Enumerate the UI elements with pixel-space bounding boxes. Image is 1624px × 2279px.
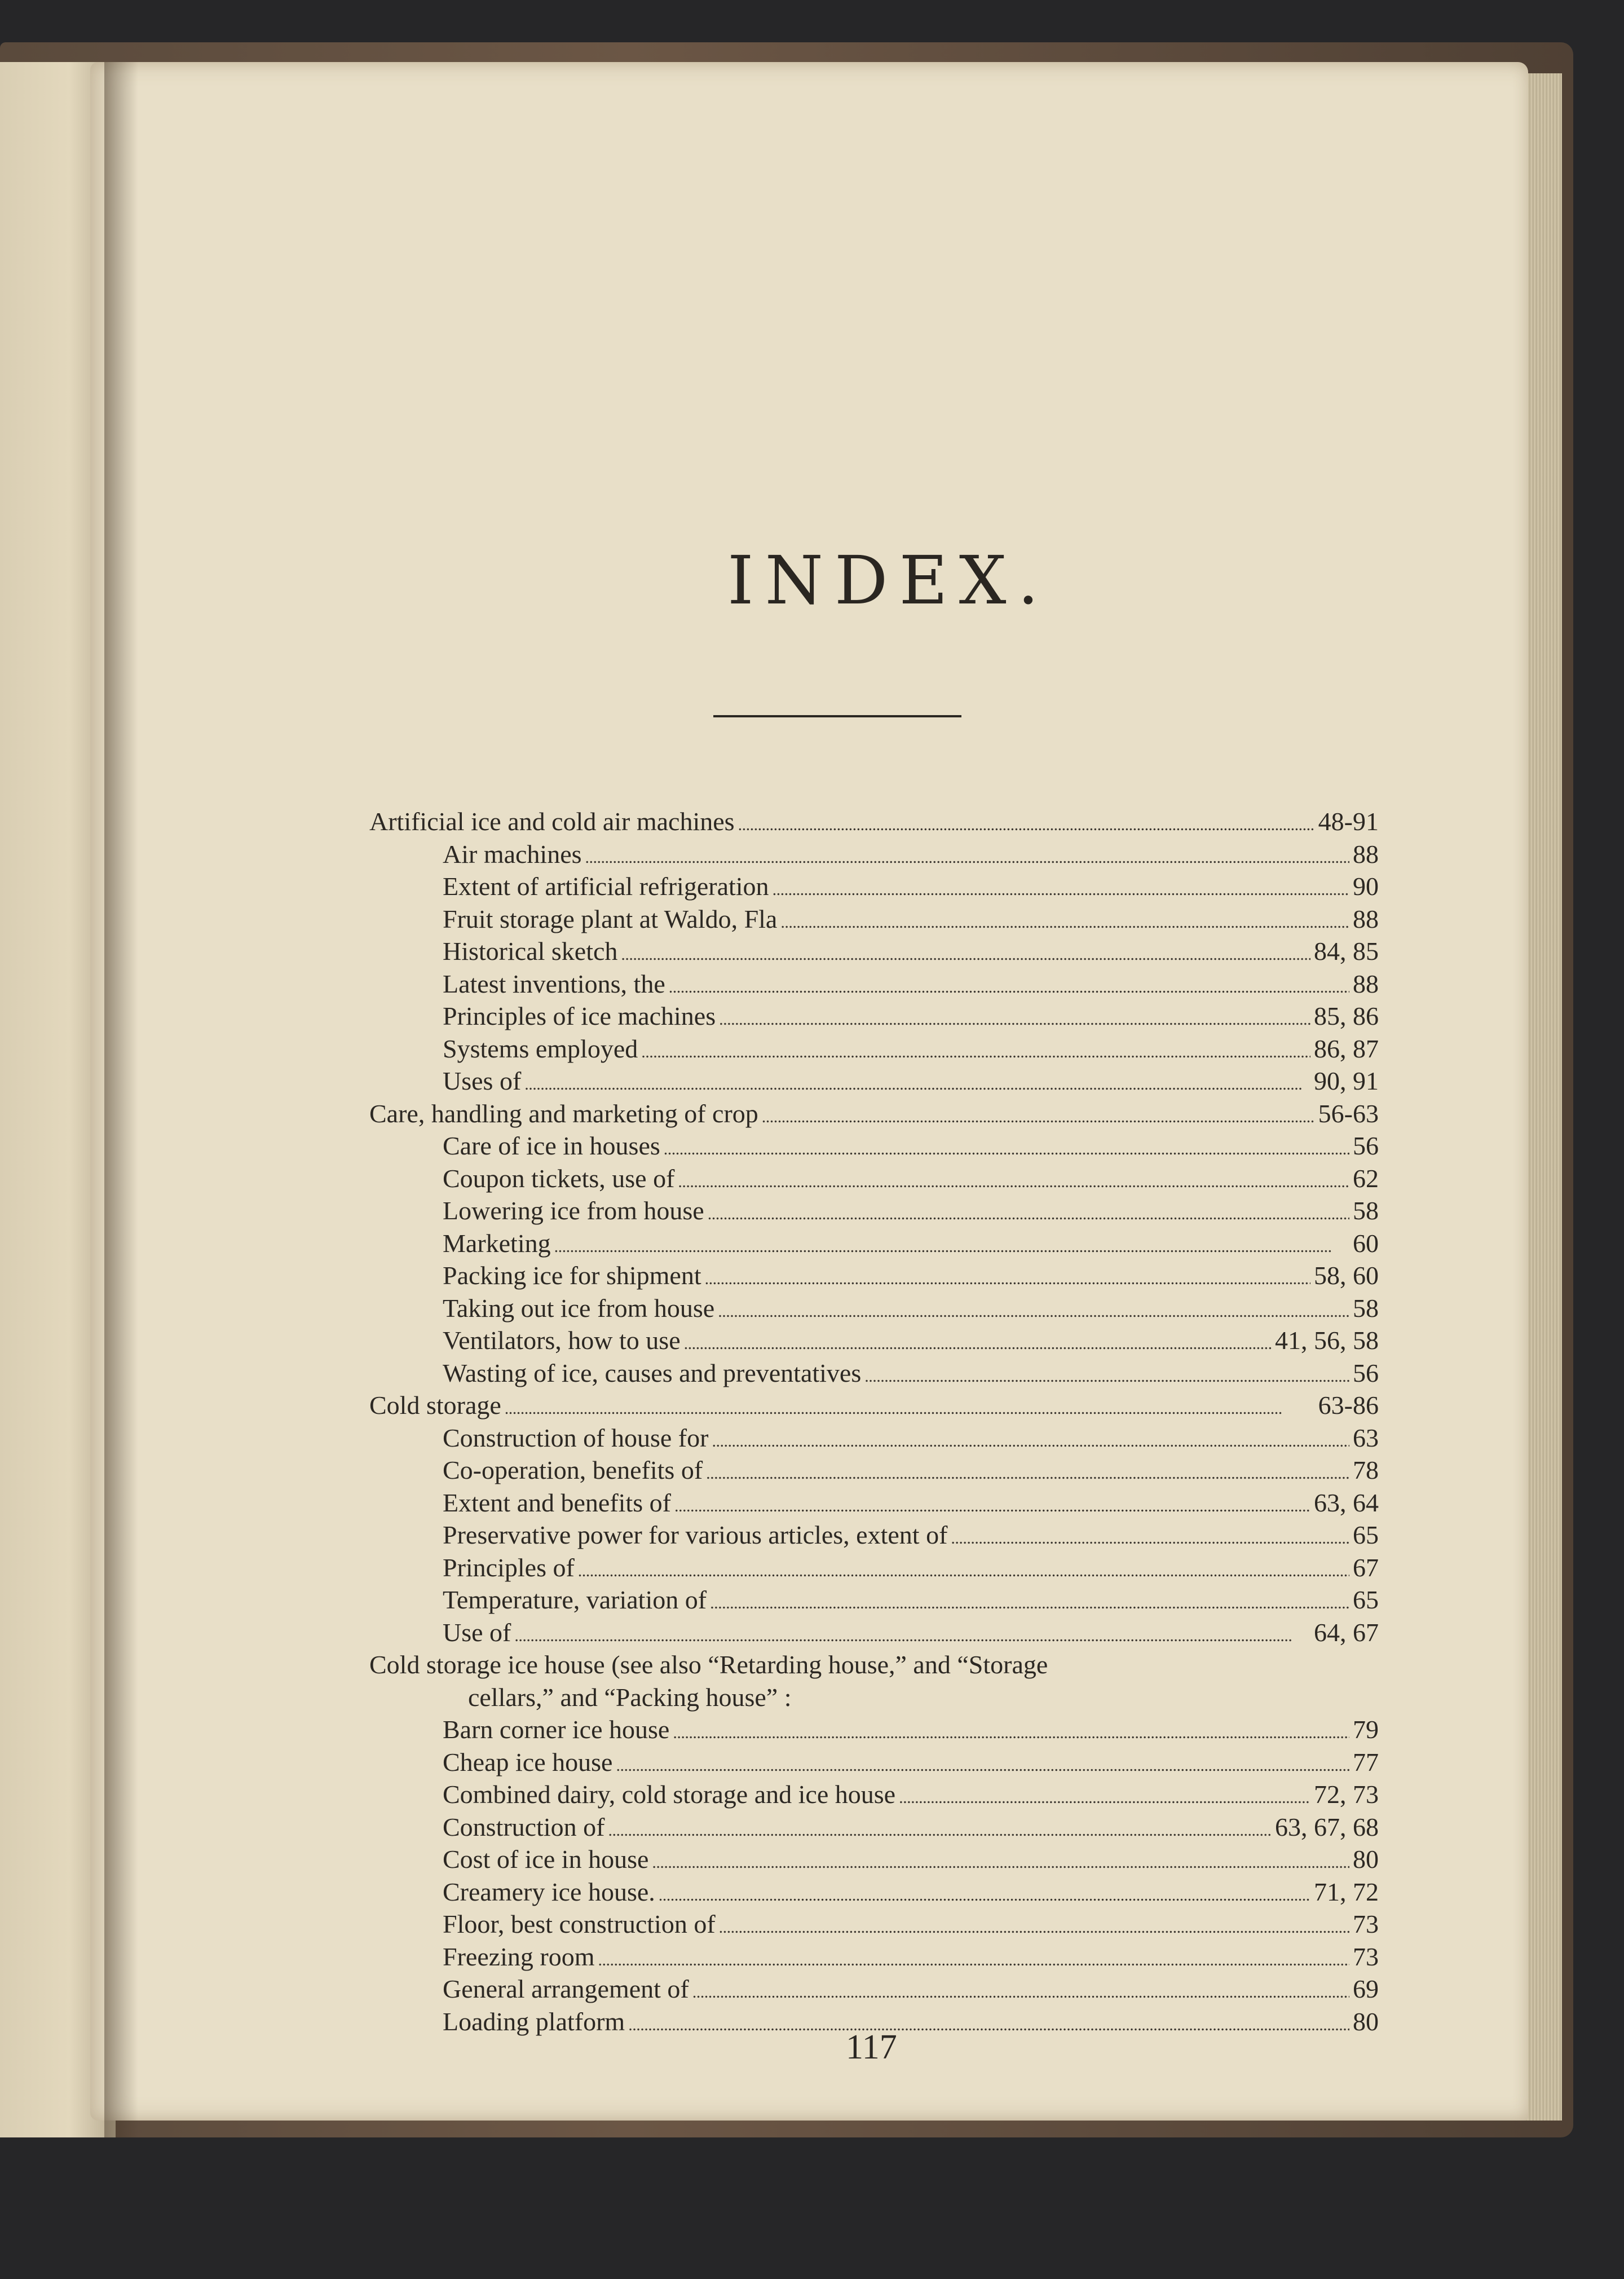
index-entry-sub: Air machines . . . 88 xyxy=(369,839,1379,872)
index-entries xyxy=(369,806,1379,2039)
index-entry-sub: Construction of house for . . . 63 xyxy=(369,1423,1379,1456)
index-entry-sub: Wasting of ice, causes and preventatives . . . 56 xyxy=(369,1358,1379,1391)
index-entry-sub: Creamery ice house. . . . 71, 72 xyxy=(369,1877,1379,1910)
index-entry-sub: Taking out ice from house . . . 58 xyxy=(369,1293,1379,1326)
index-entry-sub: Packing ice for shipment . . . 58, 60 xyxy=(369,1260,1379,1293)
index-entry-sub: Floor, best construction of . . . 73 xyxy=(369,1909,1379,1942)
index-entry-sub: Uses of . . . 90, 91 xyxy=(369,1066,1379,1099)
page-title: INDEX. xyxy=(727,541,1051,619)
index-entry-sub: Lowering ice from house . . . 58 xyxy=(369,1196,1379,1228)
index-entry-continuation: cellars,” and “Packing house” : xyxy=(468,1682,792,1712)
index-entry-sub: Latest inventions, the . . . 88 xyxy=(369,969,1379,1002)
index-entry-main: Cold storage . . . 63-86 xyxy=(369,1390,1379,1423)
index-entry-sub: Principles of ice machines . . . 85, 86 xyxy=(369,1001,1379,1034)
index-entry-sub: Coupon tickets, use of . . . 62 xyxy=(369,1163,1379,1196)
index-entry-sub: Fruit storage plant at Waldo, Fla . . . 88 xyxy=(369,904,1379,937)
index-entry-sub: Cost of ice in house . . . 80 xyxy=(369,1844,1379,1877)
index-entry-sub: Extent and benefits of . . . 63, 64 xyxy=(369,1488,1379,1520)
index-entry-main: Artificial ice and cold air machines . . . 48-91 xyxy=(369,806,1379,839)
index-entry-sub: Ventilators, how to use . . . 41, 56, 58 xyxy=(369,1325,1379,1358)
title-rule xyxy=(713,715,961,717)
index-entry-sub: Care of ice in houses . . . 56 xyxy=(369,1131,1379,1163)
index-entry-sub: Combined dairy, cold storage and ice house . . . 72, 73 xyxy=(369,1779,1379,1812)
page-number: 117 xyxy=(846,2028,897,2066)
index-entry-sub: Historical sketch . . . 84, 85 xyxy=(369,936,1379,969)
index-entry-sub: Loading platform . . . 80 xyxy=(369,2007,1379,2039)
index-entry-sub: Cheap ice house . . . 77 xyxy=(369,1747,1379,1780)
spine-shadow xyxy=(104,62,138,2137)
index-entry-sub: Use of . . . 64, 67 xyxy=(369,1617,1379,1650)
book-page xyxy=(90,62,1528,2121)
index-entry-sub: Co-operation, benefits of . . . 78 xyxy=(369,1455,1379,1488)
index-entry-sub: Temperature, variation of . . . 65 xyxy=(369,1585,1379,1617)
index-entry-sub: Systems employed . . . 86, 87 xyxy=(369,1034,1379,1066)
index-entry-sub: General arrangement of . . . 69 xyxy=(369,1974,1379,2007)
index-entry-main: Care, handling and marketing of crop . . . 56-63 xyxy=(369,1099,1379,1131)
index-entry-sub: Extent of artificial refrigeration . . . 90 xyxy=(369,871,1379,904)
index-entry-sub: Marketing . . . 60 xyxy=(369,1228,1379,1261)
index-entry-sub: Construction of . . . 63, 67, 68 xyxy=(369,1812,1379,1845)
index-entry-main: Cold storage ice house (see also “Retarding house,” and “Storage xyxy=(369,1650,1048,1679)
index-entry-sub: Principles of . . . 67 xyxy=(369,1553,1379,1585)
index-entry-sub: Preservative power for various articles, extent of . . . 65 xyxy=(369,1520,1379,1553)
index-entry-sub: Barn corner ice house . . . 79 xyxy=(369,1714,1379,1747)
index-entry-sub: Freezing room . . . 73 xyxy=(369,1942,1379,1974)
